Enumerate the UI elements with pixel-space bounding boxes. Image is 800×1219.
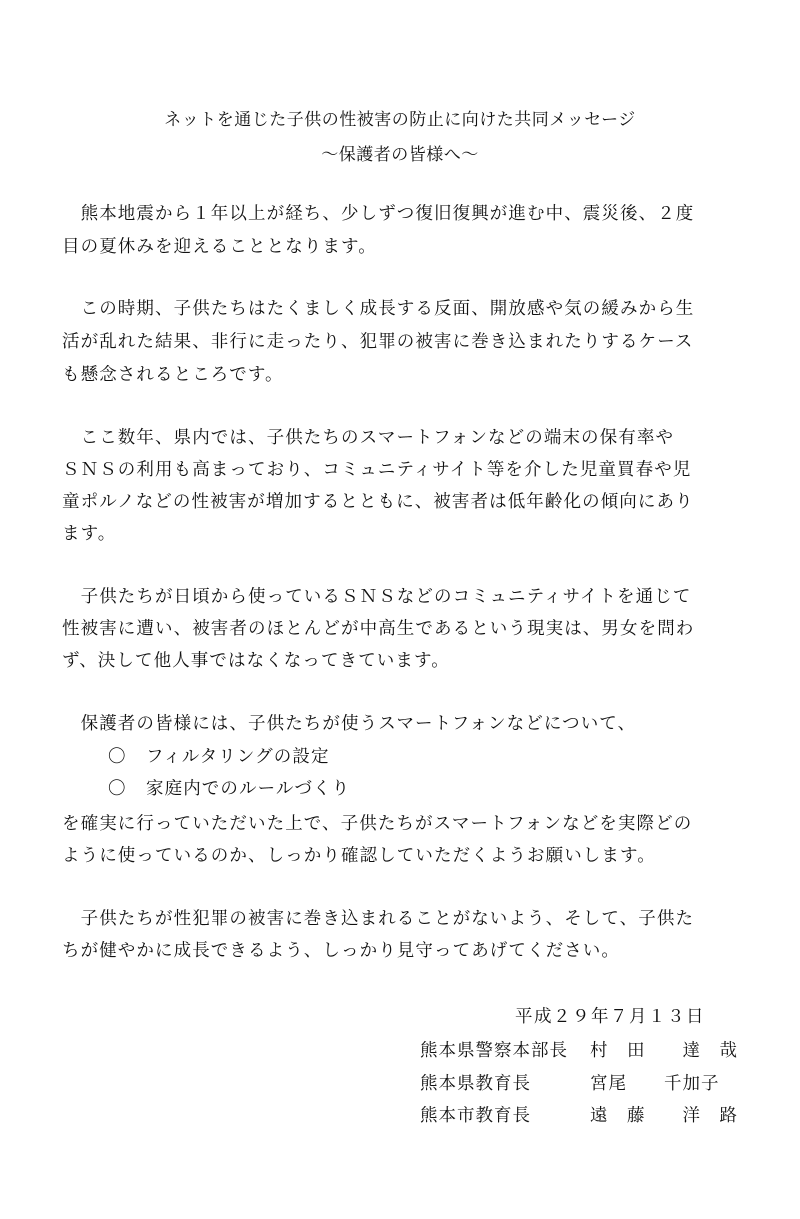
signature-name: 村 田 達 哉 bbox=[590, 1041, 738, 1061]
bullet-item-house-rules bbox=[108, 778, 350, 800]
circle-bullet-icon: 〇 bbox=[108, 779, 127, 799]
signature-name: 遠 藤 洋 路 bbox=[590, 1106, 738, 1126]
signature-name: 宮尾 千加子 bbox=[590, 1074, 720, 1094]
paragraph-2-line-1: この時期、子供たちはたくましく成長する反面、開放感や気の緩みから生 bbox=[62, 299, 695, 319]
issue-date: 平成２９年７月１３日 bbox=[515, 1007, 705, 1027]
paragraph-7-line-1: 子供たちが性犯罪の被害に巻き込まれることがないよう、そして、子供た bbox=[62, 909, 695, 929]
paragraph-4-line-2: 性被害に遭い、被害者のほとんどが中高生であるという現実は、男女を問わ bbox=[62, 619, 695, 639]
paragraph-4-line-3: ず、決して他人事ではなくなってきています。 bbox=[62, 651, 450, 671]
paragraph-6-line-1: を確実に行っていただいた上で、子供たちがスマートフォンなどを実際どの bbox=[62, 814, 693, 834]
paragraph-2-line-2: 活が乱れた結果、非行に走ったり、犯罪の被害に巻き込まれたりするケース bbox=[62, 332, 694, 352]
bullet-text: 家庭内でのルールづくり bbox=[146, 779, 351, 799]
paragraph-1-line-2: 目の夏休みを迎えることとなります。 bbox=[62, 237, 377, 257]
paragraph-3-line-3: 童ポルノなどの性被害が増加するとともに、被害者は低年齢化の傾向にあり bbox=[62, 492, 694, 512]
bullet-item-filtering bbox=[108, 746, 330, 768]
circle-bullet-icon: 〇 bbox=[108, 747, 127, 767]
paragraph-2-line-3: も懸念されるところです。 bbox=[62, 365, 284, 385]
document-subtitle: ～保護者の皆様へ～ bbox=[321, 145, 479, 165]
paragraph-4-line-1: 子供たちが日頃から使っているＳＮＳなどのコミュニティサイトを通じて bbox=[62, 587, 692, 607]
paragraph-3-line-4: ます。 bbox=[62, 524, 117, 544]
document-title: ネットを通じた子供の性被害の防止に向けた共同メッセージ bbox=[164, 110, 636, 130]
paragraph-5-line-1: 保護者の皆様には、子供たちが使うスマートフォンなどについて、 bbox=[62, 714, 637, 734]
paragraph-3-line-1: ここ数年、県内では、子供たちのスマートフォンなどの端末の保有率や bbox=[62, 428, 675, 448]
signature-role: 熊本市教育長 bbox=[420, 1106, 531, 1126]
paragraph-6-line-2: ように使っているのか、しっかり確認していただくようお願いします。 bbox=[62, 846, 656, 866]
paragraph-3-line-2: ＳＮＳの利用も高まっており、コミュニティサイト等を介した児童買春や児 bbox=[62, 460, 692, 480]
signature-role: 熊本県警察本部長 bbox=[420, 1041, 568, 1061]
paragraph-7-line-2: ちが健やかに成長できるよう、しっかり見守ってあげてください。 bbox=[62, 941, 620, 961]
bullet-text: フィルタリングの設定 bbox=[146, 747, 330, 767]
paragraph-1-line-1: 熊本地震から１年以上が経ち、少しずつ復旧復興が進む中、震災後、２度 bbox=[62, 204, 695, 224]
signature-role: 熊本県教育長 bbox=[420, 1074, 531, 1094]
